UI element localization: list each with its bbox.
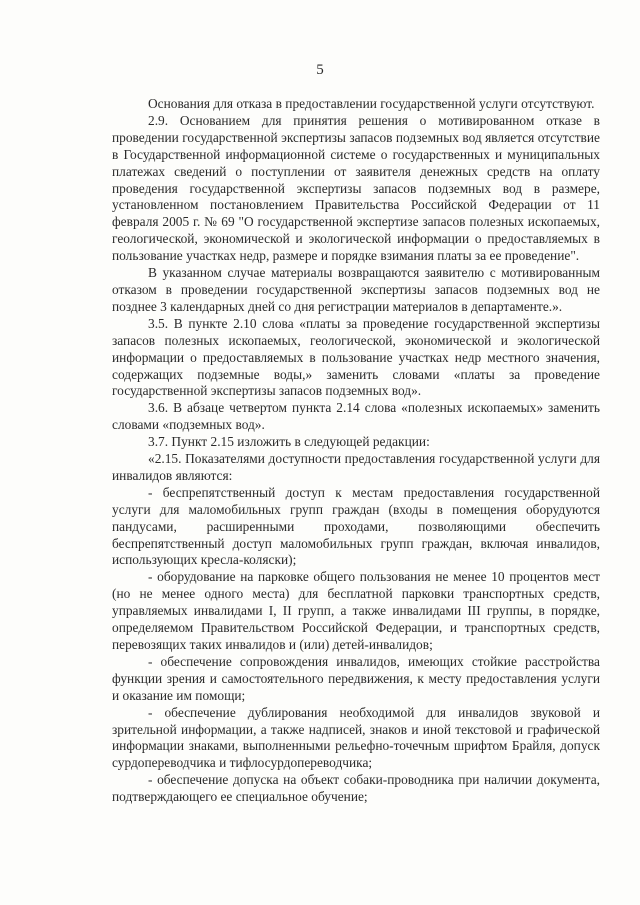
list-item: - оборудование на парковке общего пользования не менее 10 процентов мест (но не менее одного места) для бесплатной парковки транспортных средств, управляемых инвалидами I, II групп, а также инвалидами III группы, в порядке, определяемом Правительством Российской Федерации, и транспортных средств, перевозящих таких инвалидов и (или) детей-инвалидов; (112, 569, 600, 652)
paragraph: Основания для отказа в предоставлении государственной услуги отсутствуют. (148, 96, 595, 111)
list-item: - обеспечение допуска на объект собаки-проводника при наличии документа, подтверждающего ее специальное обучение; (112, 772, 600, 805)
list-item: - беспрепятственный доступ к местам предоставления государственной услуги для маломобильных групп граждан (входы в помещения оборудуются пандусами, расширенными проходами, позволяющими обеспечить беспрепятственный доступ маломобильных групп граждан, включая инвалидов, использующих кресла-коляски); (112, 484, 600, 568)
list-item: - обеспечение сопровождения инвалидов, имеющих стойкие расстройства функции зрения и самостоятельного передвижения, к месту предоставления услуги и оказание им помощи; (112, 653, 600, 703)
paragraph: 3.7. Пункт 2.15 изложить в следующей редакции: (148, 434, 430, 450)
paragraph: В указанном случае материалы возвращаются заявителю с мотивированным отказом в проведении государственной экспертизы запасов подземных вод не позднее 3 календарных дней со дня регистрации материалов в департаменте.». (112, 265, 600, 314)
paragraph: «2.15. Показателями доступности предоставления государственной услуги для инвалидов являются: (112, 451, 600, 483)
page-number: 5 (316, 62, 324, 78)
paragraph: 3.5. В пункте 2.10 слова «платы за проведение государственной экспертизы запасов полезных ископаемых, геологической, экономической и экологической информации о предоставляемых в пользование участках недр местного значения, содержащих подземные воды,» заменить словами «платы за проведение государственной экспертизы запасов подземных вод». (112, 315, 600, 399)
document-body (112, 96, 600, 806)
paragraph: 2.9. Основанием для принятия решения о мотивированном отказе в проведении государственной экспертизы запасов подземных вод является отсутствие в Государственной информационной системе о государственных и муниципальных платежах сведений о поступлении от заявителя денежных средств на оплату проведения государственной экспертизы запасов подземных вод в размере, установленном постановлением Правительства Российской Федерации от 11 февраля 2005 г. № 69 "О государственной экспертизе запасов полезных ископаемых, геологической, экономической и экологической информации о предоставляемых в пользование участках недр, размере и порядке взимания платы за ее проведение". (112, 112, 600, 264)
paragraph: 3.6. В абзаце четвертом пункта 2.14 слова «полезных ископаемых» заменить словами «подземных вод». (112, 400, 600, 433)
list-item: - обеспечение дублирования необходимой для инвалидов звуковой и зрительной информации, а также надписей, знаков и иной текстовой и графической информации знаками, выполненными рельефно-точечным шрифтом Брайля, допуск сурдопереводчика и тифлосурдопереводчика; (112, 704, 600, 771)
